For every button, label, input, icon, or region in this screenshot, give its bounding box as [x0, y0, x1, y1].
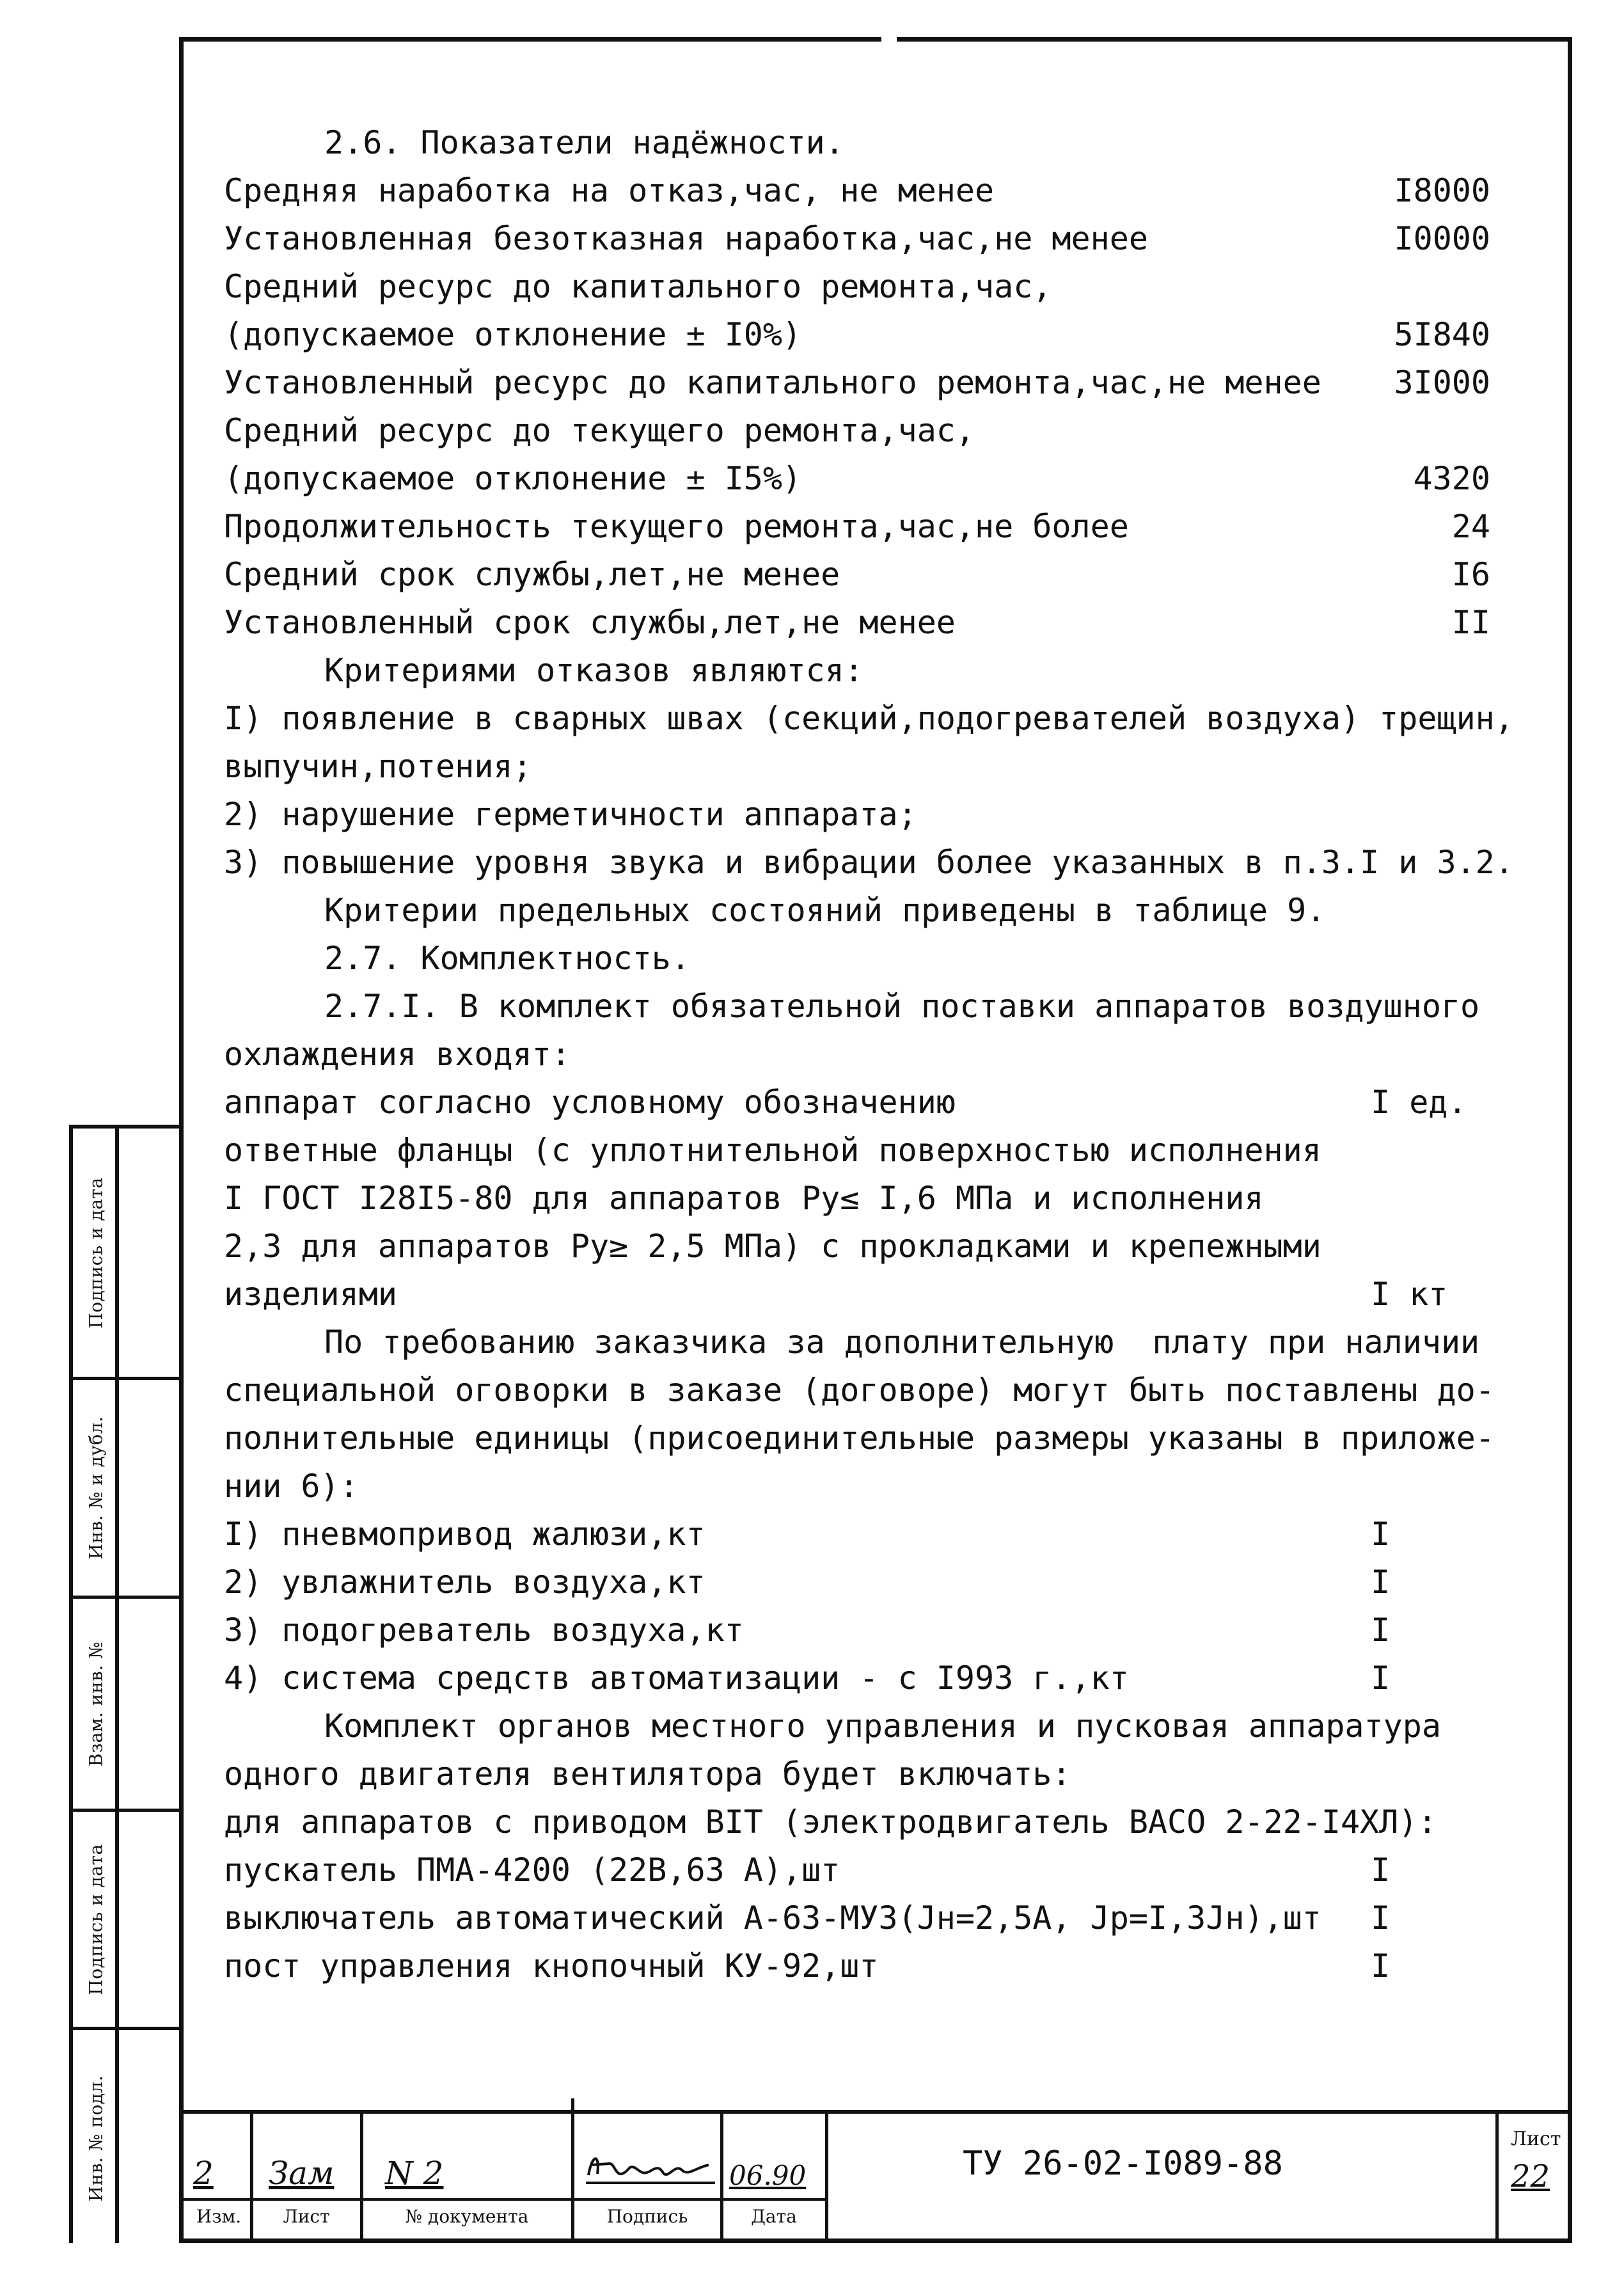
qty-cell: I [1371, 1899, 1391, 1937]
text-line: Установленный срок службы,лет,не менее II [224, 599, 1561, 647]
text-line: Средний ресурс до текущего ремонта,час, [224, 412, 975, 449]
text-line: I) появление в сварных швах (секций,подогревателей воздуха) трещин, [224, 700, 1514, 737]
value-cell: I6 [1451, 556, 1490, 593]
signature-image [583, 2148, 718, 2187]
text-line: I) пневмопривод жалюзи,кт I [224, 1510, 1561, 1558]
section-heading: 2.7. Комплектность. [324, 940, 690, 977]
text-line: для аппаратов с приводом BIT (электродвигатель ВАСО 2-22-I4ХЛ): [224, 1803, 1437, 1841]
qty-cell: I [1371, 1660, 1391, 1697]
text-line: пост управления кнопочный КУ-92,шт I [224, 1942, 1561, 1990]
text-line: 3) повышение уровня звука и вибрации более указанных в п.3.I и 3.2. [224, 844, 1514, 881]
side-label-replaced-inv: Взам. инв. № [85, 1641, 107, 1766]
text-line: выпучин,потения; [224, 748, 532, 785]
qty-cell: I [1371, 1612, 1391, 1649]
caption-doc: № документа [405, 2206, 529, 2227]
text-line: (допускаемое отклонение ± I0%) 5I840 [224, 311, 1561, 359]
text-line: пускатель ПМА-4200 (22В,63 А),шт I [224, 1846, 1561, 1894]
side-label-signature-date-2: Подпись и дата [85, 1843, 107, 1995]
text-line: 2) нарушение герметичности аппарата; [224, 796, 917, 833]
document-number-handwritten: N 2 [385, 2155, 444, 2192]
text-line: охлаждения входят: [224, 1036, 571, 1073]
text-line: Критерии предельных состояний приведены в таблице 9. [324, 892, 1326, 929]
text-line: Установленный ресурс до капитального ремонта,час,не менее 3I000 [224, 359, 1561, 407]
qty-cell: I кт [1371, 1276, 1448, 1313]
qty-cell: I [1371, 1851, 1391, 1889]
caption-izm: Изм. [196, 2206, 242, 2227]
text-line: нии 6): [224, 1468, 359, 1505]
text-line: аппарат согласно условному обозначению I ед. [224, 1079, 1561, 1127]
change-date: 06.90 [729, 2160, 807, 2191]
text-line: Комплект органов местного управления и пусковая аппаратура [324, 1708, 1441, 1745]
text-line: 4) система средств автоматизации - с I993 г.,кт I [224, 1654, 1561, 1702]
margin-divider [115, 1129, 119, 2243]
text-line: Критериями отказов являются: [324, 652, 863, 689]
text-line: 2,3 для аппаратов Ру≥ 2,5 МПа) с прокладками и крепежными [224, 1228, 1321, 1265]
frame-gap [881, 33, 897, 44]
text-line: По требованию заказчика за дополнительную плату при наличии [324, 1324, 1480, 1361]
sheet-number: 22 [1511, 2159, 1550, 2194]
side-label-inv-dup: Инв. № и дубл. [85, 1416, 107, 1560]
text-line: 2) увлажнитель воздуха,кт I [224, 1558, 1561, 1606]
text-line: Средний ресурс до капитального ремонта,час, [224, 268, 1052, 305]
caption-list: Лист [283, 2206, 330, 2227]
sheet-label: Лист [1511, 2128, 1561, 2150]
value-cell: I8000 [1394, 172, 1490, 209]
qty-cell: I ед. [1371, 1084, 1467, 1121]
value-cell: 24 [1451, 508, 1490, 545]
title-block-border [184, 2110, 1568, 2114]
text-line: Продолжительность текущего ремонта,час,не более 24 [224, 503, 1561, 551]
value-cell: 5I840 [1394, 316, 1490, 353]
qty-cell: I [1371, 1947, 1391, 1985]
caption-sign: Подпись [606, 2206, 688, 2227]
change-number: 2 [193, 2155, 214, 2192]
text-line: одного двигателя вентилятора будет включать: [224, 1755, 1071, 1793]
document-body [224, 119, 1561, 1990]
text-line: изделиями I кт [224, 1271, 1561, 1319]
text-line: Средняя наработка на отказ,час, не менее I8000 [224, 167, 1561, 215]
text-line: ответные фланцы (с уплотнительной поверхностью исполнения [224, 1132, 1321, 1169]
title-block-row-divider [184, 2198, 826, 2201]
text-line: полнительные единицы (присоединительные размеры указаны в приложе- [224, 1420, 1495, 1457]
value-cell: II [1451, 604, 1490, 641]
text-line: 3) подогреватель воздуха,кт I [224, 1606, 1561, 1654]
text-line: специальной оговорки в заказе (договоре) могут быть поставлены до- [224, 1372, 1495, 1409]
title-block-divider [1495, 2114, 1499, 2239]
text-line: (допускаемое отклонение ± I5%) 4320 [224, 455, 1561, 503]
side-label-signature-date: Подпись и дата [85, 1177, 107, 1329]
text-line: Средний срок службы,лет,не менее I6 [224, 551, 1561, 599]
text-line: I ГОСТ I28I5-80 для аппаратов Ру≤ I,6 МПа и исполнения [224, 1180, 1264, 1217]
side-label-inv-original: Инв. № подл. [85, 2075, 107, 2202]
margin-stamp [69, 1125, 179, 2243]
qty-cell: I [1371, 1564, 1391, 1601]
caption-date: Дата [751, 2206, 797, 2227]
text-line: выключатель автоматический А-63-МУЗ(Jн=2,5А, Jр=I,3Jн),шт I [224, 1894, 1561, 1942]
value-cell: I0000 [1394, 220, 1490, 257]
value-cell: 4320 [1413, 460, 1490, 497]
document-designation: ТУ 26-02-I089-88 [963, 2144, 1283, 2183]
value-cell: 3I000 [1394, 364, 1490, 401]
title-block-divider [825, 2114, 828, 2239]
text-line: 2.7.I. В комплект обязательной поставки аппаратов воздушного [324, 988, 1480, 1025]
text-line: Установленная безотказная наработка,час,не менее I0000 [224, 215, 1561, 263]
text-line: 2.6. Показатели надёжности. [324, 124, 844, 161]
qty-cell: I [1371, 1516, 1391, 1553]
change-sheet: Зам [269, 2155, 335, 2192]
